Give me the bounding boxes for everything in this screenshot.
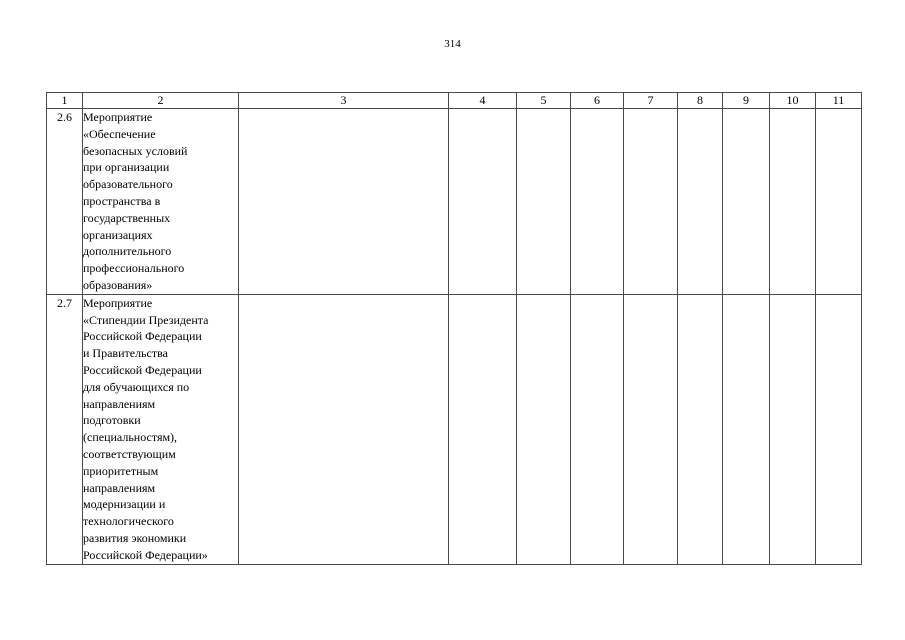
description-line: профессионального bbox=[83, 261, 185, 276]
empty-cell bbox=[624, 294, 678, 564]
description-line: соответствующим bbox=[83, 446, 176, 461]
description-line: Российской Федерации bbox=[83, 362, 202, 377]
empty-cell bbox=[571, 109, 624, 295]
description-line: «Стипендии Президента bbox=[83, 312, 209, 327]
column-header: 2 bbox=[83, 93, 239, 109]
description-line: подготовки bbox=[83, 413, 141, 428]
data-table bbox=[46, 92, 862, 565]
table-row bbox=[47, 294, 862, 564]
description-line: (специальностям), bbox=[83, 430, 178, 445]
empty-cell bbox=[449, 294, 517, 564]
description-line: образовательного bbox=[83, 177, 173, 192]
column-header: 11 bbox=[816, 93, 862, 109]
row-description bbox=[83, 109, 239, 295]
empty-cell bbox=[723, 109, 770, 295]
column-header: 3 bbox=[239, 93, 449, 109]
row-number: 2.7 bbox=[47, 294, 83, 564]
empty-cell bbox=[449, 109, 517, 295]
empty-cell bbox=[770, 109, 816, 295]
description-line: для обучающихся по bbox=[83, 379, 190, 394]
column-header: 4 bbox=[449, 93, 517, 109]
description-line: направлениям bbox=[83, 480, 156, 495]
description-line: безопасных условий bbox=[83, 143, 188, 158]
description-line: пространства в bbox=[83, 193, 161, 208]
description-line: приоритетным bbox=[83, 463, 159, 478]
column-header: 8 bbox=[678, 93, 723, 109]
column-header: 5 bbox=[517, 93, 571, 109]
column-header: 7 bbox=[624, 93, 678, 109]
empty-cell bbox=[770, 294, 816, 564]
description-line: и Правительства bbox=[83, 346, 168, 361]
description-line: модернизации и bbox=[83, 497, 166, 512]
empty-cell bbox=[517, 294, 571, 564]
row-description bbox=[83, 294, 239, 564]
empty-cell bbox=[239, 294, 449, 564]
column-header: 9 bbox=[723, 93, 770, 109]
empty-cell bbox=[723, 294, 770, 564]
empty-cell bbox=[571, 294, 624, 564]
empty-cell bbox=[624, 109, 678, 295]
description-line: при организации bbox=[83, 160, 170, 175]
column-header: 10 bbox=[770, 93, 816, 109]
column-header: 6 bbox=[571, 93, 624, 109]
description-line: направлениям bbox=[83, 396, 156, 411]
description-line: государственных bbox=[83, 210, 171, 225]
header-row bbox=[47, 93, 862, 109]
description-line: дополнительного bbox=[83, 244, 172, 259]
description-line: образования» bbox=[83, 277, 153, 292]
table-row bbox=[47, 109, 862, 295]
description-line: «Обеспечение bbox=[83, 126, 156, 141]
empty-cell bbox=[517, 109, 571, 295]
empty-cell bbox=[678, 109, 723, 295]
column-header: 1 bbox=[47, 93, 83, 109]
page-number: 314 bbox=[444, 38, 461, 50]
empty-cell bbox=[816, 294, 862, 564]
row-number: 2.6 bbox=[47, 109, 83, 295]
empty-cell bbox=[816, 109, 862, 295]
description-line: организациях bbox=[83, 227, 153, 242]
description-line: Мероприятие bbox=[83, 295, 153, 310]
description-line: Российской Федерации» bbox=[83, 547, 208, 562]
empty-cell bbox=[239, 109, 449, 295]
description-line: развития экономики bbox=[83, 530, 187, 545]
empty-cell bbox=[678, 294, 723, 564]
description-line: технологического bbox=[83, 514, 174, 529]
description-line: Российской Федерации bbox=[83, 329, 202, 344]
description-line: Мероприятие bbox=[83, 110, 153, 124]
